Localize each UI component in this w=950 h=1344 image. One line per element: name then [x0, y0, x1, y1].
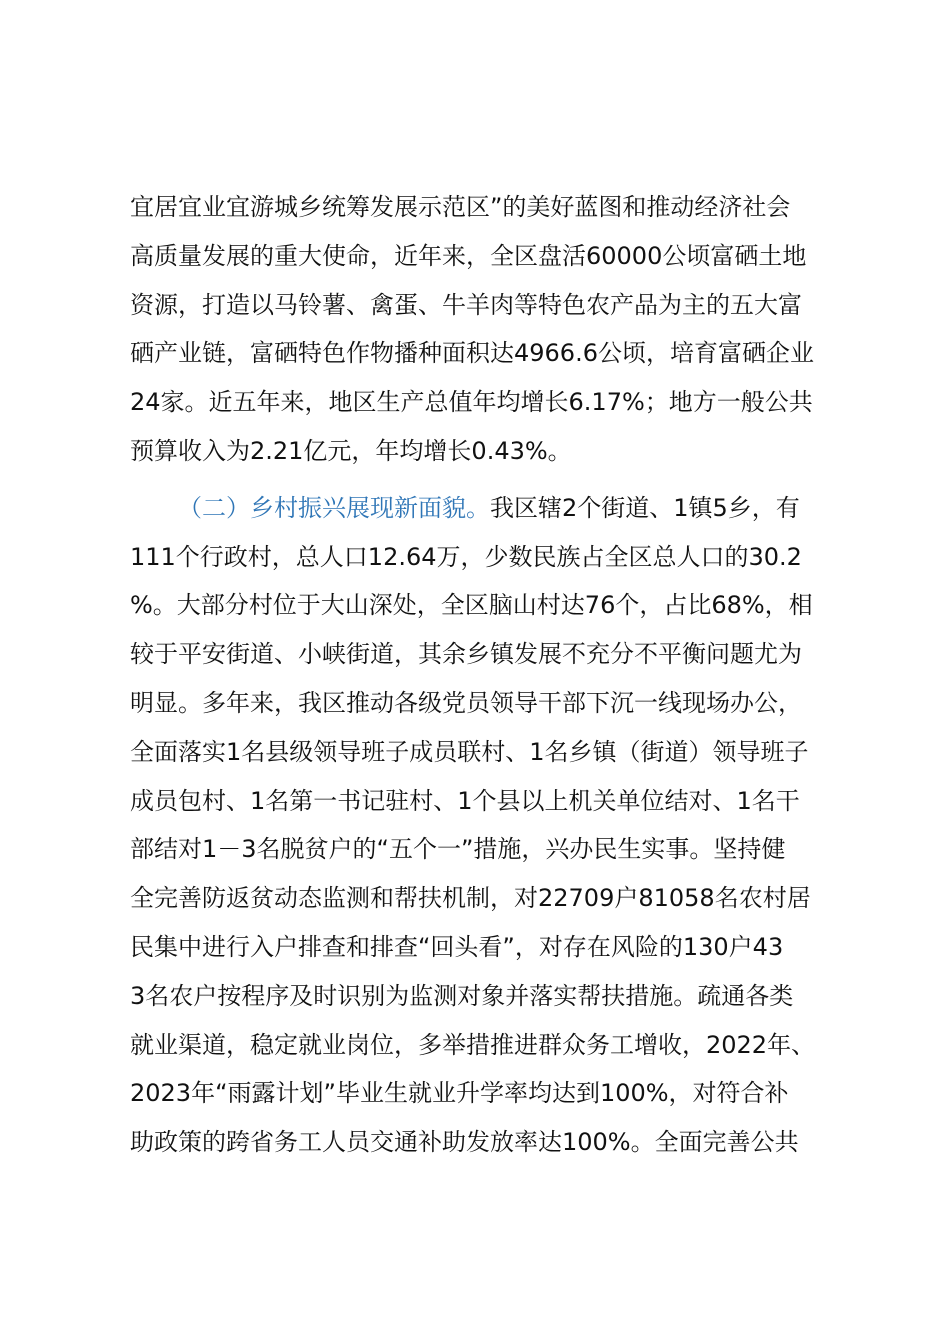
text-line: 助政策的跨省务工人员交通补助发放率达100%。全面完善公共 [130, 1128, 799, 1157]
text-line: 3名农户按程序及时识别为监测对象并落实帮扶措施。疏通各类 [130, 981, 794, 1010]
text-line: 高质量发展的重大使命，近年来，全区盘活60000公顷富硒土地 [130, 241, 807, 270]
text-line: 2023年“雨露计划”毕业生就业升学率均达到100%，对符合补 [130, 1079, 789, 1108]
text-line: 宜居宜业宜游城乡统筹发展示范区”的美好蓝图和推动经济社会 [130, 193, 791, 221]
body-text [130, 183, 860, 1167]
text-line: 预算收入为2.21亿元，年均增长0.43%。 [130, 436, 572, 465]
section-heading: （二）乡村振兴展现新面貌。 [178, 493, 490, 522]
first-line-text: 我区辖2个街道、1镇5乡，有 [490, 493, 800, 522]
text-line: 明显。多年来，我区推动各级党员领导干部下沉一线现场办公， [130, 688, 802, 717]
text-line: 硒产业链，富硒特色作物播种面积达4966.6公顷，培育富硒企业 [130, 339, 814, 368]
text-line: 民集中进行入户排查和排查“回头看”，对存在风险的130户43 [130, 932, 784, 961]
text-line: %。大部分村位于大山深处，全区脑山村达76个，占比68%，相 [130, 591, 813, 620]
paragraph-gap [130, 476, 860, 484]
text-line: 全完善防返贫动态监测和帮扶机制，对22709户81058名农村居 [130, 884, 811, 913]
text-line: 资源，打造以马铃薯、禽蛋、牛羊肉等特色农产品为主的五大富 [130, 290, 802, 319]
text-line-first [130, 484, 860, 533]
paragraph-2 [130, 484, 860, 1167]
paragraph-1 [130, 183, 860, 476]
text-line: 就业渠道，稳定就业岗位，多举措推进群众务工增收，2022年、 [130, 1030, 816, 1059]
text-line: 全面落实1名县级领导班子成员联村、1名乡镇（街道）领导班子 [130, 737, 809, 766]
text-line: 111个行政村，总人口12.64万，少数民族占全区总人口的30.2 [130, 542, 802, 571]
text-line: 较于平安街道、小峡街道，其余乡镇发展不充分不平衡问题尤为 [130, 640, 802, 669]
text-line: 24家。近五年来，地区生产总值年均增长6.17%；地方一般公共 [130, 388, 813, 417]
text-line: 成员包村、1名第一书记驻村、1个县以上机关单位结对、1名干 [130, 786, 800, 815]
text-line: 部结对1－3名脱贫户的“五个一”措施，兴办民生实事。坚持健 [130, 835, 786, 864]
